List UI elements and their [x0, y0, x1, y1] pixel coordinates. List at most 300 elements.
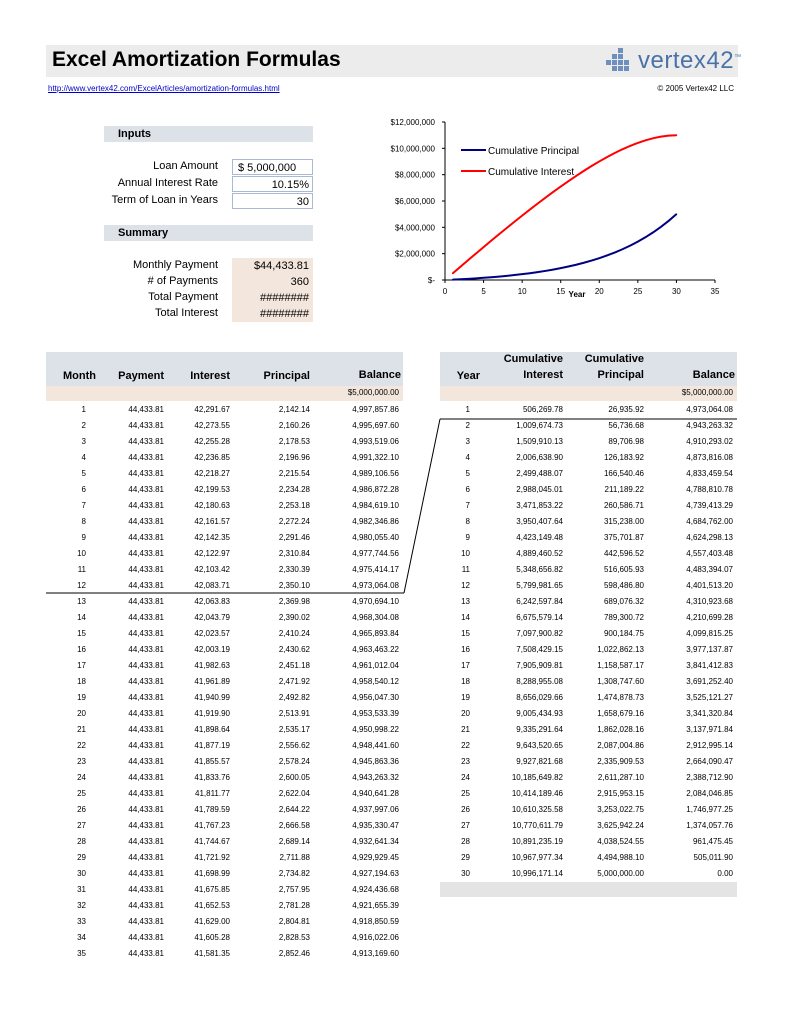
- cell-interest: 41,698.99: [194, 869, 230, 878]
- table-row: [46, 914, 403, 930]
- cell-balance: 4,099,815.25: [686, 629, 733, 638]
- cell-interest: 42,063.83: [194, 597, 230, 606]
- data-point: [591, 260, 593, 262]
- cell-cum-principal: 1,658,679.16: [597, 709, 644, 718]
- table-row: [46, 418, 403, 434]
- table-row: [440, 754, 737, 770]
- cell-balance: 4,943,263.32: [352, 773, 399, 782]
- cell-year: 15: [461, 629, 470, 638]
- cell-balance: 3,977,137.87: [686, 645, 733, 654]
- cell-principal: 2,666.58: [278, 821, 310, 830]
- cell-cum-interest: 3,471,853.22: [516, 501, 563, 510]
- cell-balance: 4,924,436.68: [352, 885, 399, 894]
- table-row: [46, 498, 403, 514]
- series-line-cumulative-principal: [453, 214, 677, 279]
- cell-payment: 44,433.81: [128, 597, 164, 606]
- cell-interest: 41,833.76: [194, 773, 230, 782]
- monthly-payment-label: Monthly Payment: [133, 259, 218, 271]
- cell-month: 2: [81, 421, 86, 430]
- cell-cum-principal: 1,862,028.16: [597, 725, 644, 734]
- cell-year: 10: [461, 549, 470, 558]
- cell-balance: 4,557,403.48: [686, 549, 733, 558]
- cell-balance: 4,975,414.17: [352, 565, 399, 574]
- table-row: [46, 690, 403, 706]
- cell-cum-interest: 4,889,460.52: [516, 549, 563, 558]
- cell-balance: 4,873,816.08: [686, 453, 733, 462]
- cell-interest: 41,898.64: [194, 725, 230, 734]
- cell-cum-interest: 10,185,649.82: [511, 773, 563, 782]
- data-point: [498, 276, 500, 278]
- cell-principal: 2,430.62: [278, 645, 310, 654]
- table-row: [440, 706, 737, 722]
- cell-month: 24: [77, 773, 86, 782]
- col-cum-principal-top: Cumulative: [584, 353, 644, 365]
- cell-year: 11: [461, 565, 470, 574]
- cell-year: 13: [461, 597, 470, 606]
- cell-year: 25: [461, 789, 470, 798]
- table-row: [46, 594, 403, 610]
- cell-balance: 4,980,055.40: [352, 533, 399, 542]
- data-point: [560, 267, 562, 269]
- cell-balance: 0.00: [717, 869, 733, 878]
- yearly-rows: [440, 402, 737, 902]
- cell-interest: 42,103.42: [194, 565, 230, 574]
- x-tick-label: 5: [481, 287, 486, 296]
- data-point: [483, 277, 485, 279]
- copyright: © 2005 Vertex42 LLC: [657, 84, 734, 93]
- monthly-table-header: [46, 352, 403, 386]
- table-row: [440, 658, 737, 674]
- cell-cum-principal: 689,076.32: [603, 597, 644, 606]
- cell-interest: 42,180.63: [194, 501, 230, 510]
- cell-balance: 4,927,194.63: [352, 869, 399, 878]
- cell-balance: 4,937,997.06: [352, 805, 399, 814]
- table-row: [46, 930, 403, 946]
- cell-balance: 4,986,872.28: [352, 485, 399, 494]
- cell-cum-interest: 1,009,674.73: [516, 421, 563, 430]
- cell-month: 17: [77, 661, 86, 670]
- cell-cum-interest: 6,242,597.84: [516, 597, 563, 606]
- data-point: [475, 253, 477, 255]
- cell-payment: 44,433.81: [128, 933, 164, 942]
- table-row: [440, 818, 737, 834]
- cell-balance: 4,956,047.30: [352, 693, 399, 702]
- data-point: [467, 278, 469, 280]
- data-point: [606, 255, 608, 257]
- table-row: [440, 530, 737, 546]
- inputs-heading: Inputs: [104, 126, 313, 142]
- cell-interest: 41,961.89: [194, 677, 230, 686]
- data-point: [676, 213, 678, 215]
- cell-cum-interest: 9,643,520.65: [516, 741, 563, 750]
- data-point: [652, 137, 654, 139]
- table-row: [46, 562, 403, 578]
- cell-principal: 2,757.95: [278, 885, 310, 894]
- cell-interest: 42,218.27: [194, 469, 230, 478]
- cell-principal: 2,451.18: [278, 661, 310, 670]
- cell-principal: 2,291.46: [278, 533, 310, 542]
- cell-interest: 42,291.67: [194, 405, 230, 414]
- cell-cum-interest: 10,610,325.58: [511, 805, 563, 814]
- cell-balance: 4,973,064.08: [352, 581, 399, 590]
- cell-payment: 44,433.81: [128, 453, 164, 462]
- total-payment-value: ########: [260, 292, 309, 304]
- cell-balance: 4,210,699.28: [686, 613, 733, 622]
- table-row: [440, 418, 737, 434]
- total-payment-label: Total Payment: [148, 291, 218, 303]
- cell-cum-interest: 2,988,045.01: [516, 485, 563, 494]
- table-row: [440, 434, 737, 450]
- cell-year: 20: [461, 709, 470, 718]
- cell-interest: 42,003.19: [194, 645, 230, 654]
- cell-cum-principal: 900,184.75: [603, 629, 644, 638]
- yearly-table-header: [440, 352, 737, 386]
- connector-diagonal: [404, 419, 440, 593]
- cell-cum-principal: 1,022,862.13: [597, 645, 644, 654]
- table-row: [46, 482, 403, 498]
- cell-balance: 4,943,263.32: [686, 421, 733, 430]
- data-point: [490, 240, 492, 242]
- cell-balance: 4,624,298.13: [686, 533, 733, 542]
- cell-cum-interest: 7,905,909.81: [516, 661, 563, 670]
- cell-balance: 4,945,863.36: [352, 757, 399, 766]
- data-point: [583, 262, 585, 264]
- cell-year: 7: [465, 501, 470, 510]
- cell-balance: 2,664,090.47: [686, 757, 733, 766]
- data-point: [452, 273, 454, 275]
- table-row: [440, 546, 737, 562]
- cell-principal: 2,215.54: [278, 469, 310, 478]
- cell-month: 6: [81, 485, 86, 494]
- interest-rate-field[interactable]: 10.15%: [232, 176, 313, 192]
- cell-principal: 2,196.96: [278, 453, 310, 462]
- y-tick-label: $2,000,000: [394, 249, 435, 259]
- cell-month: 9: [81, 533, 86, 542]
- cell-balance: 4,997,857.86: [352, 405, 399, 414]
- cell-cum-principal: 260,586.71: [603, 501, 644, 510]
- summary-heading: Summary: [104, 225, 313, 241]
- cell-balance: 1,374,057.76: [686, 821, 733, 830]
- num-payments-label: # of Payments: [147, 275, 218, 287]
- cell-interest: 42,083.71: [194, 581, 230, 590]
- legend-label: Cumulative Principal: [488, 146, 580, 157]
- data-point: [668, 220, 670, 222]
- cell-month: 22: [77, 741, 86, 750]
- cell-month: 35: [77, 949, 86, 958]
- cell-month: 18: [77, 677, 86, 686]
- cell-payment: 44,433.81: [128, 517, 164, 526]
- table-row: [46, 946, 403, 962]
- cell-balance: 3,691,252.40: [686, 677, 733, 686]
- cell-balance: 4,684,762.00: [686, 517, 733, 526]
- cell-cum-principal: 598,486.80: [603, 581, 644, 590]
- cell-year: 30: [461, 869, 470, 878]
- cell-year: 21: [461, 725, 470, 734]
- col-balance: Balance: [358, 369, 401, 381]
- table-row: [440, 642, 737, 658]
- table-row: [46, 738, 403, 754]
- cell-balance: 4,982,346.86: [352, 517, 399, 526]
- data-point: [575, 175, 577, 177]
- cell-principal: 2,804.81: [278, 917, 310, 926]
- y-tick-label: $-: [427, 276, 435, 285]
- cell-principal: 2,535.17: [278, 725, 310, 734]
- col-year: Year: [456, 370, 480, 382]
- cell-balance: 4,788,810.78: [686, 485, 733, 494]
- cell-payment: 44,433.81: [128, 949, 164, 958]
- cell-balance: 4,739,413.29: [686, 501, 733, 510]
- monthly-rows: [46, 402, 403, 962]
- cell-year: 3: [465, 437, 470, 446]
- cell-interest: 42,142.35: [194, 533, 230, 542]
- col-payment: Payment: [118, 370, 164, 382]
- data-point: [506, 227, 508, 229]
- cell-cum-interest: 9,335,291.64: [516, 725, 563, 734]
- cell-month: 33: [77, 917, 86, 926]
- cell-year: 1: [465, 405, 470, 414]
- cell-year: 5: [465, 469, 470, 478]
- cell-month: 29: [77, 853, 86, 862]
- col-cum-interest: Interest: [523, 369, 563, 381]
- cell-principal: 2,622.04: [278, 789, 310, 798]
- cell-cum-principal: 1,158,587.17: [597, 661, 644, 670]
- loan-amount-field[interactable]: $ 5,000,000: [232, 159, 313, 175]
- cell-balance: 4,940,641.28: [352, 789, 399, 798]
- cell-principal: 2,471.92: [278, 677, 310, 686]
- data-point: [498, 233, 500, 235]
- cell-cum-principal: 5,000,000.00: [597, 869, 644, 878]
- cell-principal: 2,644.22: [278, 805, 310, 814]
- data-point: [568, 180, 570, 182]
- table-row: [46, 866, 403, 882]
- x-tick-label: 35: [710, 287, 720, 296]
- cell-interest: 42,043.79: [194, 613, 230, 622]
- table-row: [46, 802, 403, 818]
- x-axis-label: Year: [568, 290, 586, 299]
- cell-balance: 4,916,022.06: [352, 933, 399, 942]
- cell-month: 26: [77, 805, 86, 814]
- table-row: [440, 594, 737, 610]
- cell-month: 11: [77, 565, 86, 574]
- cell-cum-interest: 8,656,029.66: [516, 693, 563, 702]
- cell-principal: 2,513.91: [278, 709, 310, 718]
- cell-balance: 4,968,304.08: [352, 613, 399, 622]
- logo-text: vertex42™: [638, 47, 742, 74]
- cell-interest: 41,877.19: [194, 741, 230, 750]
- cell-payment: 44,433.81: [128, 501, 164, 510]
- cell-interest: 41,675.85: [194, 885, 230, 894]
- table-row: [46, 434, 403, 450]
- cell-payment: 44,433.81: [128, 757, 164, 766]
- col-interest: Interest: [190, 370, 230, 382]
- cell-month: 23: [77, 757, 86, 766]
- data-point: [529, 272, 531, 274]
- table-row: [440, 866, 737, 882]
- cell-payment: 44,433.81: [128, 709, 164, 718]
- monthly-start-balance: $5,000,000.00: [347, 388, 399, 397]
- cell-balance: 4,958,540.12: [352, 677, 399, 686]
- cell-balance: 3,525,121.27: [686, 693, 733, 702]
- cell-month: 5: [81, 469, 86, 478]
- cell-month: 7: [81, 501, 86, 510]
- cell-principal: 2,556.62: [278, 741, 310, 750]
- cell-interest: 41,855.57: [194, 757, 230, 766]
- cell-cum-principal: 315,238.00: [603, 517, 644, 526]
- cell-year: 2: [465, 421, 470, 430]
- cell-cum-interest: 5,799,981.65: [516, 581, 563, 590]
- cell-month: 19: [77, 693, 86, 702]
- cell-year: 4: [465, 453, 470, 462]
- cell-balance: 4,965,893.84: [352, 629, 399, 638]
- table-row: [440, 402, 737, 418]
- cell-year: 6: [465, 485, 470, 494]
- table-row: [46, 466, 403, 482]
- data-point: [544, 197, 546, 199]
- cell-cum-principal: 2,611,287.10: [597, 773, 644, 782]
- cell-cum-principal: 56,736.68: [608, 421, 644, 430]
- table-row: [46, 722, 403, 738]
- data-point: [460, 278, 462, 280]
- cell-cum-principal: 2,915,953.15: [597, 789, 644, 798]
- table-row: [440, 562, 737, 578]
- data-point: [637, 241, 639, 243]
- yearly-table-footer: [440, 882, 737, 897]
- cell-month: 27: [77, 821, 86, 830]
- article-link[interactable]: http://www.vertex42.com/ExcelArticles/amortization-formulas.html: [48, 84, 280, 93]
- cell-month: 31: [77, 885, 86, 894]
- table-row: [46, 850, 403, 866]
- data-point: [591, 165, 593, 167]
- cell-cum-interest: 4,423,149.48: [516, 533, 563, 542]
- data-point: [467, 259, 469, 261]
- cell-interest: 42,122.97: [194, 549, 230, 558]
- data-point: [514, 221, 516, 223]
- data-point: [606, 156, 608, 158]
- cell-cum-principal: 4,494,988.10: [597, 853, 644, 862]
- cell-cum-principal: 2,087,004.86: [597, 741, 644, 750]
- cell-balance: 4,993,519.06: [352, 437, 399, 446]
- cell-principal: 2,578.24: [278, 757, 310, 766]
- table-row: [440, 722, 737, 738]
- cell-cum-principal: 375,701.87: [603, 533, 644, 542]
- total-interest-label: Total Interest: [155, 307, 218, 319]
- data-point: [552, 269, 554, 271]
- cell-cum-interest: 8,288,955.08: [516, 677, 563, 686]
- cell-interest: 41,982.63: [194, 661, 230, 670]
- table-row: [46, 818, 403, 834]
- cell-month: 28: [77, 837, 86, 846]
- table-row: [46, 642, 403, 658]
- cell-year: 14: [461, 613, 470, 622]
- cell-balance: 2,388,712.90: [686, 773, 733, 782]
- cell-interest: 41,767.23: [194, 821, 230, 830]
- cell-month: 3: [81, 437, 86, 446]
- monthly-payment-value: $44,433.81: [253, 260, 309, 272]
- cell-cum-principal: 3,625,942.24: [597, 821, 644, 830]
- page-title: Excel Amortization Formulas: [52, 48, 341, 71]
- table-row: [46, 578, 403, 594]
- data-point: [652, 231, 654, 233]
- cell-balance: 2,912,995.14: [686, 741, 733, 750]
- cell-cum-interest: 7,097,900.82: [516, 629, 563, 638]
- cell-month: 20: [77, 709, 86, 718]
- monthly-start-row: [46, 386, 403, 401]
- cell-payment: 44,433.81: [128, 805, 164, 814]
- legend-label: Cumulative Interest: [488, 167, 575, 178]
- cell-payment: 44,433.81: [128, 437, 164, 446]
- table-row: [46, 674, 403, 690]
- cell-payment: 44,433.81: [128, 901, 164, 910]
- cell-cum-principal: 1,474,878.73: [597, 693, 644, 702]
- cell-interest: 41,919.90: [194, 709, 230, 718]
- cell-cum-interest: 9,927,821.68: [516, 757, 563, 766]
- yearly-start-row: [440, 386, 737, 401]
- table-row: [440, 498, 737, 514]
- cell-balance: 4,963,463.22: [352, 645, 399, 654]
- cell-month: 10: [77, 549, 86, 558]
- col-principal: Principal: [263, 370, 310, 382]
- cell-balance: 4,483,394.07: [686, 565, 733, 574]
- table-row: [46, 770, 403, 786]
- cell-principal: 2,178.53: [278, 437, 310, 446]
- data-point: [514, 274, 516, 276]
- cell-payment: 44,433.81: [128, 661, 164, 670]
- cell-payment: 44,433.81: [128, 469, 164, 478]
- x-tick-label: 20: [594, 287, 604, 296]
- cell-balance: 4,913,169.60: [352, 949, 399, 958]
- cell-principal: 2,781.28: [278, 901, 310, 910]
- cell-balance: 4,910,293.02: [686, 437, 733, 446]
- cell-principal: 2,253.18: [278, 501, 310, 510]
- cell-balance: 4,932,641.34: [352, 837, 399, 846]
- cell-interest: 41,744.67: [194, 837, 230, 846]
- table-row: [440, 834, 737, 850]
- data-point: [521, 273, 523, 275]
- table-row: [46, 626, 403, 642]
- term-field[interactable]: 30: [232, 193, 313, 209]
- data-point: [598, 257, 600, 259]
- data-point: [575, 264, 577, 266]
- cell-payment: 44,433.81: [128, 613, 164, 622]
- data-point: [452, 279, 454, 281]
- table-row: [440, 578, 737, 594]
- col-cum-principal: Principal: [597, 369, 644, 381]
- table-row: [46, 834, 403, 850]
- cell-year: 26: [461, 805, 470, 814]
- cell-balance: 4,833,459.54: [686, 469, 733, 478]
- table-row: [440, 770, 737, 786]
- cell-payment: 44,433.81: [128, 741, 164, 750]
- table-row: [46, 514, 403, 530]
- x-tick-label: 10: [517, 287, 527, 296]
- cell-year: 9: [465, 533, 470, 542]
- data-point: [460, 266, 462, 268]
- cell-interest: 42,273.55: [194, 421, 230, 430]
- cell-cum-interest: 10,770,611.79: [512, 821, 563, 830]
- cell-payment: 44,433.81: [128, 693, 164, 702]
- cell-principal: 2,234.28: [278, 485, 310, 494]
- cell-balance: 4,921,655.39: [352, 901, 399, 910]
- cell-payment: 44,433.81: [128, 917, 164, 926]
- cell-payment: 44,433.81: [128, 677, 164, 686]
- table-row: [440, 802, 737, 818]
- cell-payment: 44,433.81: [128, 485, 164, 494]
- cell-payment: 44,433.81: [128, 821, 164, 830]
- cell-month: 14: [77, 613, 86, 622]
- cell-balance: 4,977,744.56: [352, 549, 399, 558]
- col-year-balance: Balance: [692, 369, 735, 381]
- table-row: [46, 450, 403, 466]
